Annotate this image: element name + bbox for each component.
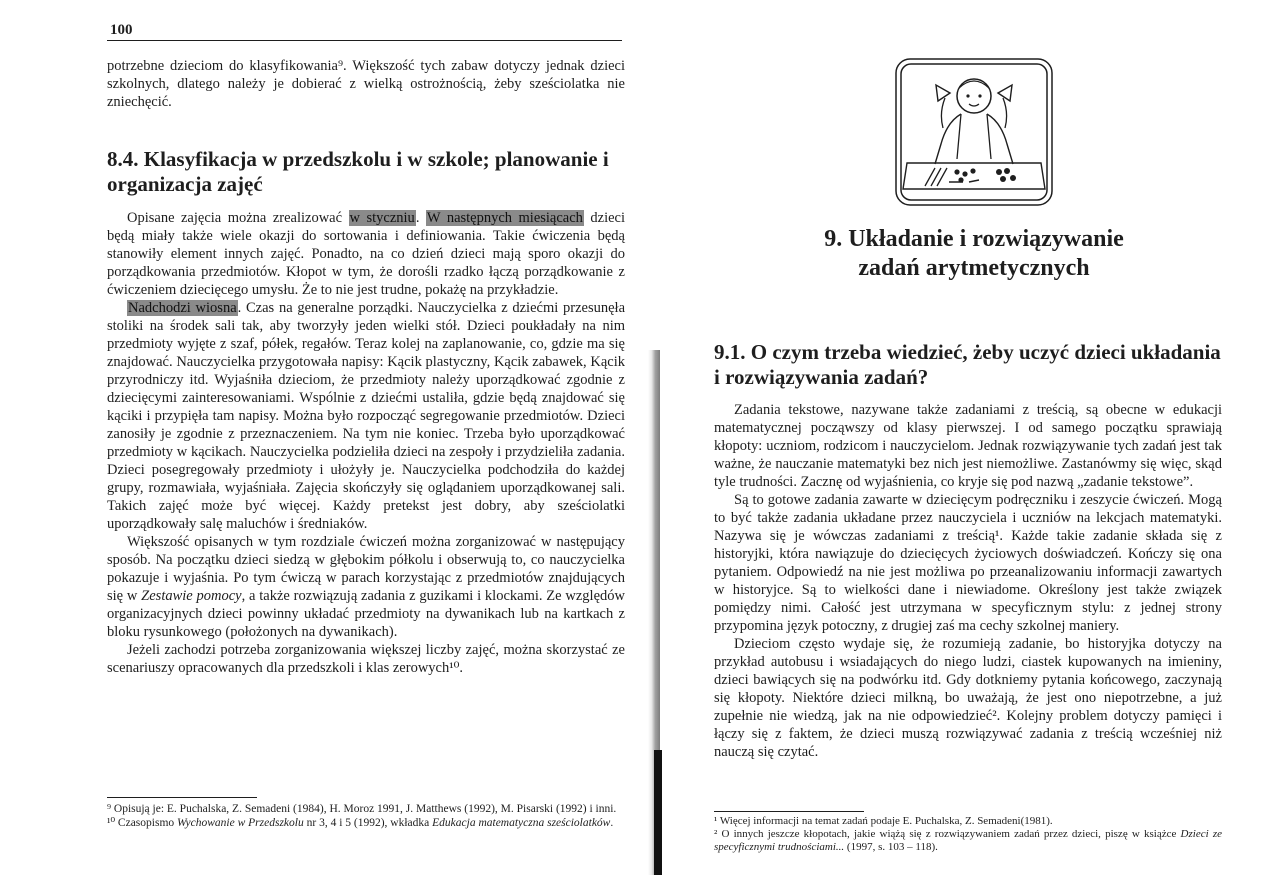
right-footnote-1: ¹ Więcej informacji na temat zadań podaje E. Puchalska, Z. Semadeni(1981). — [714, 815, 1053, 827]
p1-before: Opisane zajęcia można zrealizować — [127, 210, 349, 226]
section-body — [107, 209, 625, 677]
paragraph-4: Jeżeli zachodzi potrzeba zorganizowania większej liczby zajęć, można skorzystać ze scenariuszy opracowanych dla przedszkoli i klas zerowych¹⁰. — [107, 642, 625, 676]
paragraph-1 — [107, 209, 625, 299]
p3-italic: Zestawie pomocy — [141, 588, 242, 604]
p2-text: . Czas na generalne porządki. Nauczycielka z dziećmi przesunęła stoliki na środek sali tak, aby tworzyły jeden wielki stół. Dzieci poukładały na nim przedmioty wyjęte z szaf, półek, regałów. Teraz kolej na zaplanowanie, co, gdzie ma się znajdować. Nauczycielka przygotowała napisy: Kącik plastyczny, Kącik zabawek, Kącik przyrodniczy itd. Wyjaśniła dzieciom, że przedmioty należy uporządkować zgodnie z dziecięcymi zainteresowaniami. Wspólnie z dziećmi ustaliła, gdzie będą znajdować się kąciki i przypięła tam napisy. Można było rozpocząć segregowanie przedmiotów. Dzieci zanosiły je zgodnie z przeznaczeniem. Na tym nie koniec. Trzeba było uporządkować przedmioty w kącikach. Nauczycielka podzieliła dzieci na zespoły i przydzieliła zadania. Dzieci posegregowały przedmioty i ułożyły je. Nauczycielka podchodziła do każdej grupy, rozmawiała, wyjaśniała. Zajęcia skończyły się oglądaniem uporządkowanej sali. Takich zajęć może być więcej. Każdy pretekst jest dobry, aby sześciolatki uporządkowały salę maluchów i średniaków. — [107, 300, 626, 532]
fn10-italic2: Edukacja matematyczna sześciolatków — [432, 817, 611, 829]
highlight-styczniu: w styczniu — [349, 210, 415, 226]
girl-sorting-buttons-illustration — [895, 58, 1053, 206]
intro-paragraph: potrzebne dzieciom do klasyfikowania⁹. Większość tych zabaw dotyczy jednak dzieci szkolnych, dlatego należy je dobierać z wielką ostrożnością, żeby sześciolatka nie zniechęcić. — [107, 58, 625, 110]
footnote-9: ⁹ Opisują je: E. Puchalska, Z. Semadeni (1984), H. Moroz 1991, J. Matthews (1992), M. Pisarski (1992) i inni. — [107, 803, 617, 815]
intro-paragraph-block — [107, 57, 625, 111]
right-footnotes — [714, 815, 1222, 854]
right-footnote-2 — [714, 828, 1222, 854]
fn10-italic1: Wychowanie w Przedszkolu — [177, 817, 304, 829]
section-title: 8.4. Klasyfikacja w przedszkolu i w szkole; planowanie i organizacja zajęć — [107, 147, 609, 196]
footnote-10 — [107, 816, 625, 830]
fn10-after: . — [610, 817, 614, 829]
paragraph-3 — [107, 533, 625, 641]
rfn2-italic: Dzieci ze specyficznymi trudnościami... — [714, 828, 1222, 853]
chapter-title-line2: zadań arytmetycznych — [858, 255, 1090, 281]
paragraph-2 — [107, 299, 625, 533]
right-section-title: 9.1. O czym trzeba wiedzieć, żeby uczyć dzieci układania i rozwiązywania zadań? — [714, 340, 1221, 389]
p3-before: Większość opisanych w tym rozdziale ćwiczeń można zorganizować w następujący sposób. Na początku dzieci siedzą w głębokim półkolu i obserwują to, co nauczycielka pokazuje i wyjaśnia. Po tym ćwiczą w parach korzystając z przedmiotów znajdujących się w — [107, 534, 625, 604]
chapter-title — [714, 225, 1234, 283]
page-number: 100 — [110, 22, 133, 38]
right-paragraph-2: Są to gotowe zadania zawarte w dziecięcym podręczniku i zeszycie ćwiczeń. Mogą to być także zadania układane przez nauczyciela i uczniów na lekcjach matematyki. Nazywa się je wówczas zadaniami z treścią¹. Każde takie zadanie składa się z historyjki, która nawiązuje do dziecięcych życiowych doświadczeń. Kończy się ona pytaniem. Odpowiedź na nie jest możliwa po przeanalizowaniu informacji zawartych w historyjce. Są to wielkości dane i niewiadome. Określony jest także związek pomiędzy nimi. Całość jest utrzymana w specyficznym stylu: z jednej strony przypomina język potoczny, z drugiej zaś ma cechy szkolnej maniery. — [714, 492, 1222, 634]
right-paragraph-1: Zadania tekstowe, nazywane także zadaniami z treścią, są obecne w edukacji matematycznej począwszy od klasy pierwszej. I od samego początku sprawiają kłopoty: uczniom, rodzicom i nauczycielom. Jednak rozwiązywanie tych zadań jest tak ważne, że nauczanie matematyki bez nich jest niemożliwe. Zastanówmy się więc, skąd tyle trudności. Zacznę od wyjaśnienia, co kryje się pod nazwą „zadanie tekstowe”. — [714, 402, 1222, 490]
book-gutter-edge — [654, 750, 662, 875]
highlight-nastepnych: W następnych miesiącach — [426, 210, 583, 226]
right-section-heading-block — [714, 340, 1222, 390]
right-section-body — [714, 401, 1222, 761]
header-rule — [107, 40, 622, 41]
right-paragraph-3: Dzieciom często wydaje się, że rozumieją zadanie, bo historyjka dotyczy na przykład autobusu i wsiadających do niego ludzi, ciastek kupowanych na imieniny, dzieci bawiących się na podwórku itd. Gdy dotkniemy pytania końcowego, zaczynają się kłopoty. Niektóre dzieci milkną, bo uważają, że jest ono niepotrzebne, a już zupełnie nie wiedzą, jak na nie odpowiedzieć². Kolejny problem dotyczy pamięci i łączy się z faktem, że dzieci muszą rozwiązywać zadania z treścią wcześniej niż nauczą się czytać. — [714, 636, 1222, 760]
footnotes — [107, 802, 625, 830]
rfn2-before: ² O innych jeszcze kłopotach, jakie wiążą się z rozwiązywaniem zadań przez dzieci, piszę w książce — [714, 828, 1181, 840]
p1-mid: . — [415, 210, 426, 226]
footnote-rule — [107, 797, 257, 798]
chapter-title-line1: 9. Układanie i rozwiązywanie — [824, 226, 1124, 252]
fn10-mid: nr 3, 4 i 5 (1992), wkładka — [303, 817, 433, 829]
highlight-wiosna: Nadchodzi wiosna — [128, 300, 237, 316]
p1-after: dzieci będą miały także wiele okazji do sortowania i definiowania. Takie ćwiczenia będą stanowiły element innych zajęć. Ponadto, na co dzień dzieci mają sporo okazji do porządkowania przedmiotów. Kłopot w tym, że dorośli rzadko łączą porządkowanie z ćwiczeniem dziecięcego umysłu. Że to nie jest trudne, pokażę na przykładzie. — [107, 210, 626, 298]
fn10-before: ¹⁰ Czasopismo — [107, 817, 178, 829]
right-footnote-rule — [714, 811, 864, 812]
rfn2-after: (1997, s. 103 – 118). — [844, 841, 938, 853]
p3-after: , a także rozwiązują zadania z guzikami i klockami. Ze względów organizacyjnych dzieci powinny układać przedmioty na dywanikach lub na kartkach z bloku rysunkowego (położonych na dywanikach). — [107, 588, 625, 640]
section-heading-block — [107, 147, 625, 197]
